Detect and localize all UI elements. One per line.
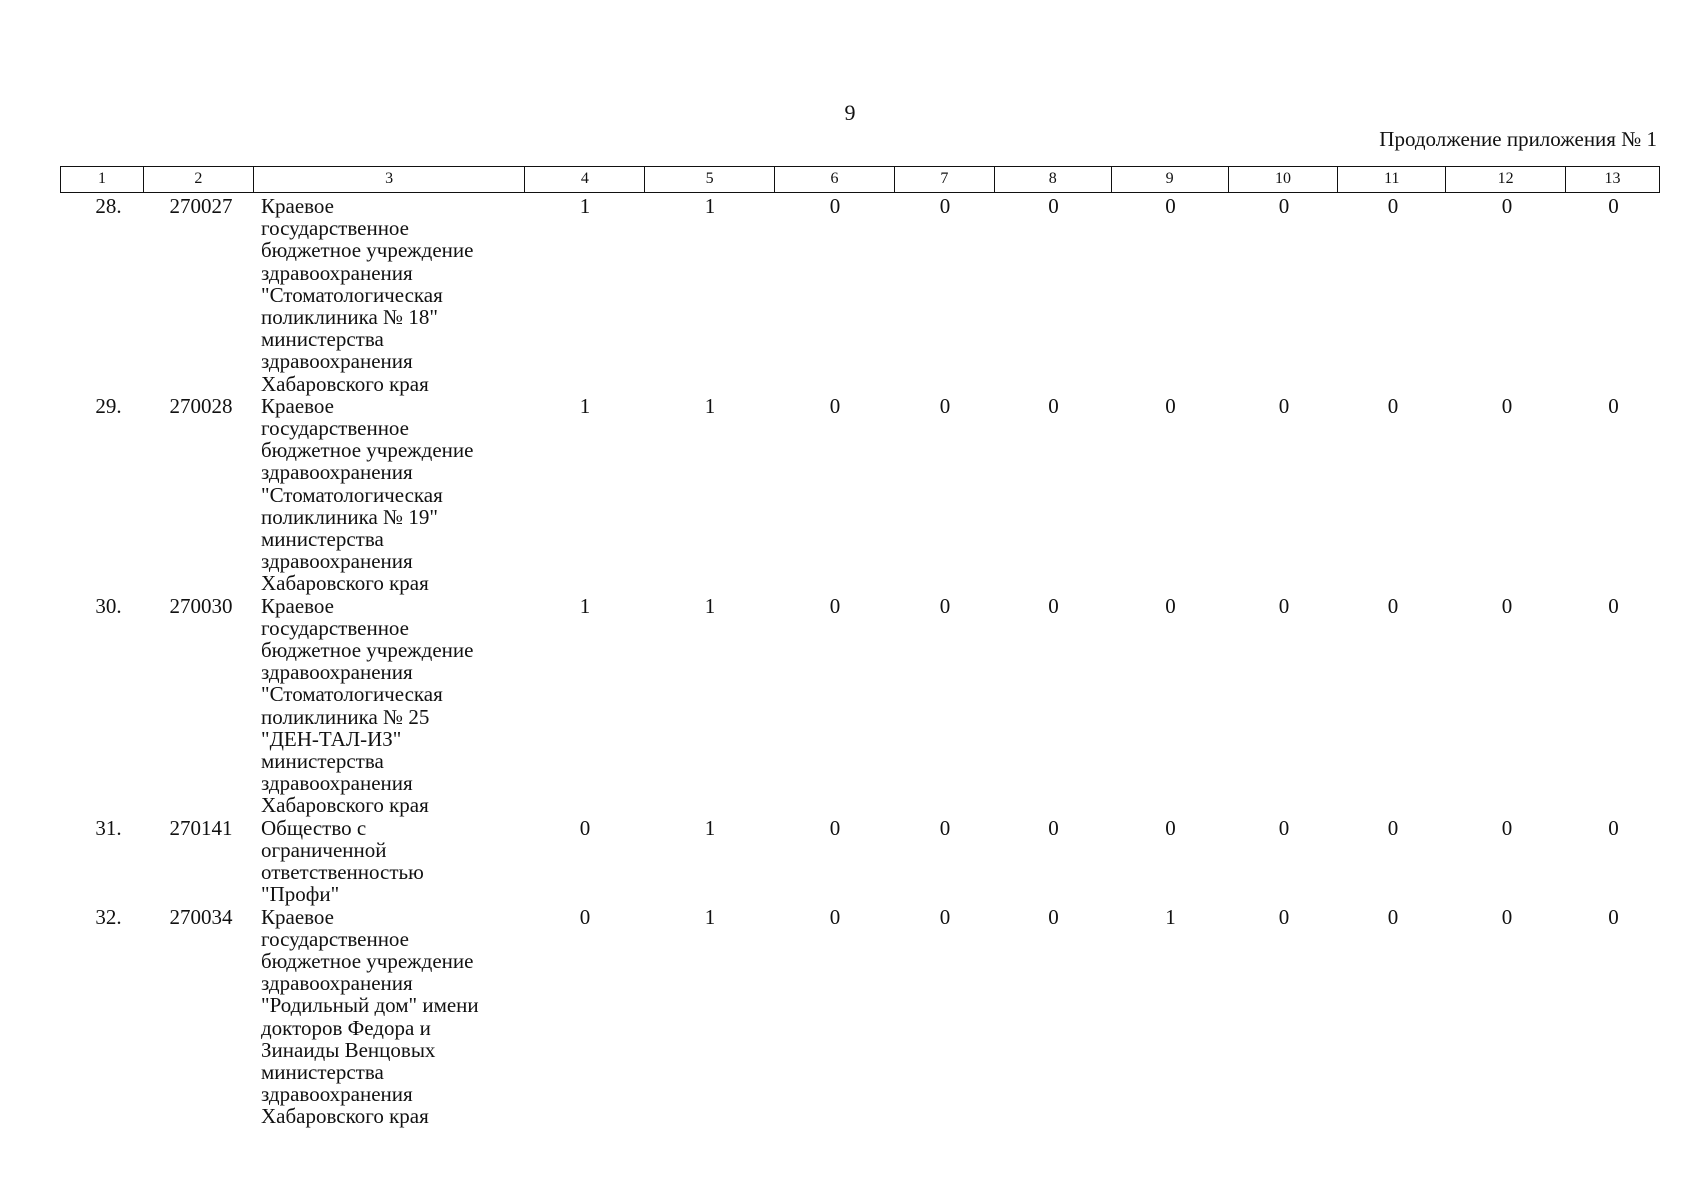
row-code: 270141: [169, 815, 233, 840]
row-value-col13: 0: [1608, 593, 1619, 618]
row-value-col7: 0: [939, 904, 951, 929]
row-value-col7: 0: [939, 393, 951, 418]
row-value-col9: 0: [1165, 393, 1176, 418]
row-code: 270028: [169, 393, 233, 418]
row-value-col13: 0: [1608, 904, 1619, 929]
row-value-col7: 0: [939, 815, 951, 840]
column-header: 3: [254, 167, 526, 192]
row-value-col10: 0: [1278, 815, 1290, 840]
row-number: 29.: [95, 393, 122, 418]
row-value-col9: 0: [1165, 815, 1176, 840]
table-row: [60, 395, 1660, 595]
row-value-col12: 0: [1501, 593, 1513, 618]
row-value-col7: 0: [939, 194, 951, 218]
row-value-col4: 1: [579, 194, 591, 218]
row-value-col4: 0: [579, 815, 591, 840]
row-value-col6: 0: [829, 904, 841, 929]
table-body: [60, 195, 1660, 1128]
row-value-col8: 0: [1048, 815, 1059, 840]
row-value-col8: 0: [1048, 194, 1059, 218]
column-header: 12: [1446, 167, 1566, 192]
row-value-col12: 0: [1501, 815, 1513, 840]
row-number: 32.: [95, 904, 122, 929]
row-value-col9: 0: [1165, 593, 1176, 618]
table-row: [60, 195, 1660, 395]
row-value-col10: 0: [1278, 904, 1290, 929]
row-number: 31.: [95, 815, 122, 840]
row-value-col12: 0: [1501, 904, 1513, 929]
column-header: 7: [895, 167, 995, 192]
row-value-col5: 1: [704, 815, 716, 840]
row-value-col9: 0: [1165, 194, 1176, 218]
row-value-col5: 1: [704, 393, 716, 418]
column-header: 1: [61, 167, 144, 192]
continuation-label: Продолжение приложения № 1: [1379, 127, 1657, 151]
row-value-col4: 0: [579, 904, 591, 929]
column-header: 2: [144, 167, 254, 192]
row-value-col11: 0: [1387, 815, 1399, 840]
row-code: 270030: [169, 593, 233, 618]
column-header: 13: [1604, 170, 1621, 187]
column-header: 4: [525, 167, 645, 192]
row-organization-name: Общество с ограниченной ответственностью "Профи": [261, 815, 424, 907]
table-row: [60, 817, 1660, 906]
row-value-col10: 0: [1278, 593, 1290, 618]
row-value-col12: 0: [1501, 194, 1513, 218]
row-value-col10: 0: [1278, 194, 1290, 218]
row-value-col6: 0: [829, 593, 841, 618]
row-value-col8: 0: [1048, 393, 1059, 418]
column-header: 6: [775, 167, 895, 192]
row-value-col4: 1: [579, 393, 591, 418]
column-header: 11: [1338, 167, 1446, 192]
table-row: [60, 906, 1660, 1128]
row-value-col6: 0: [829, 815, 841, 840]
row-value-col8: 0: [1048, 593, 1059, 618]
row-value-col4: 1: [579, 593, 591, 618]
row-value-col6: 0: [829, 393, 841, 418]
row-organization-name: Краевое государственное бюджетное учреждение здравоохранения "Стоматологическая поликлиника № 19" министерства здравоохранения Хабаровского края: [261, 393, 474, 596]
row-organization-name: Краевое государственное бюджетное учреждение здравоохранения "Стоматологическая поликлиника № 25 "ДЕН-ТАЛ-ИЗ" министерства здравоохранения Хабаровского края: [261, 593, 474, 818]
row-value-col13: 0: [1608, 194, 1619, 218]
row-value-col13: 0: [1608, 393, 1619, 418]
column-header: 10: [1229, 167, 1339, 192]
column-header: 8: [995, 167, 1112, 192]
table-row: [60, 595, 1660, 817]
row-value-col10: 0: [1278, 393, 1290, 418]
row-value-col11: 0: [1387, 393, 1399, 418]
row-value-col11: 0: [1387, 904, 1399, 929]
row-value-col13: 0: [1608, 815, 1619, 840]
row-value-col6: 0: [829, 194, 841, 218]
row-value-col5: 1: [704, 194, 716, 218]
row-number: 30.: [95, 593, 122, 618]
row-value-col7: 0: [939, 593, 951, 618]
column-header: 9: [1112, 167, 1229, 192]
row-code: 270034: [169, 904, 233, 929]
page-number: 9: [844, 100, 856, 125]
row-value-col11: 0: [1387, 194, 1399, 218]
row-value-col8: 0: [1048, 904, 1059, 929]
column-header: 5: [645, 167, 775, 192]
row-organization-name: Краевое государственное бюджетное учреждение здравоохранения "Стоматологическая поликлиника № 18" министерства здравоохранения Хабаровского края: [261, 194, 474, 396]
row-value-col9: 1: [1165, 904, 1176, 929]
table-header: [60, 166, 1660, 193]
row-organization-name: Краевое государственное бюджетное учреждение здравоохранения "Родильный дом" имени докторов Федора и Зинаиды Венцовых министерства здравоохранения Хабаровского края: [261, 904, 479, 1129]
row-code: 270027: [169, 194, 233, 218]
row-value-col5: 1: [704, 904, 716, 929]
row-value-col5: 1: [704, 593, 716, 618]
row-number: 28.: [95, 194, 122, 218]
row-value-col12: 0: [1501, 393, 1513, 418]
row-value-col11: 0: [1387, 593, 1399, 618]
